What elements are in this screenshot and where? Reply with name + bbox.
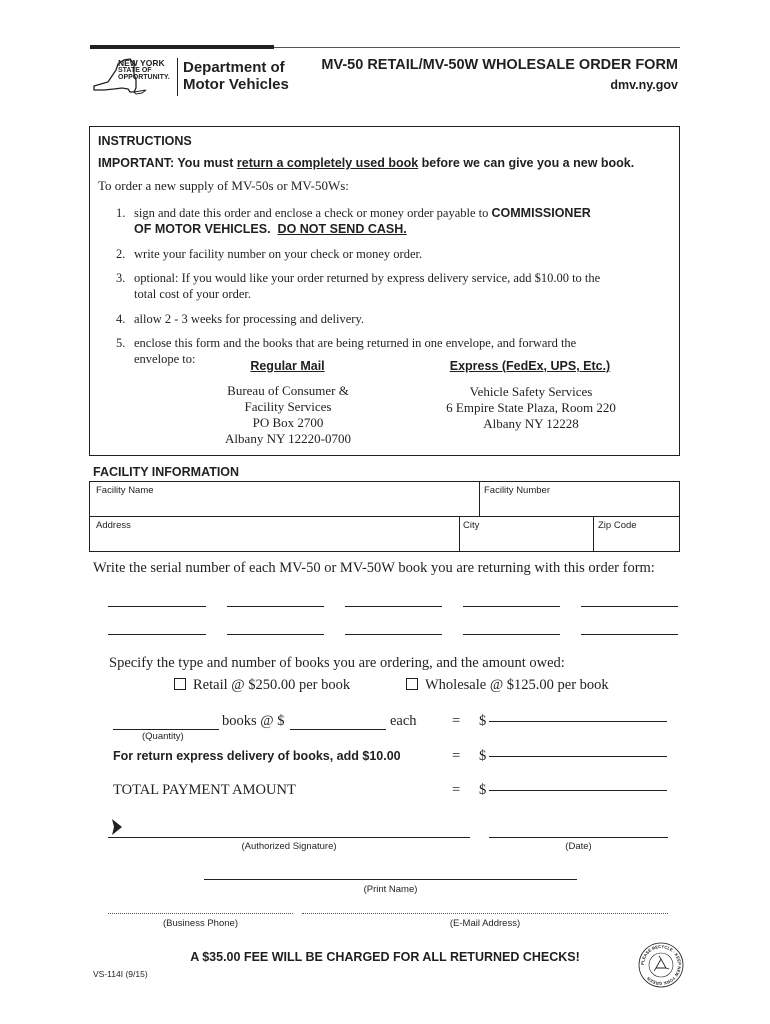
facility-number-field[interactable] (480, 496, 678, 515)
order-specify-text: Specify the type and number of books you are ordering, and the amount owed: (109, 655, 565, 671)
ny-state-wordmark (118, 60, 170, 81)
price-each-field[interactable] (290, 729, 386, 730)
print-name-label: (Print Name) (363, 884, 418, 895)
email-field[interactable] (302, 913, 668, 914)
sign-here-arrow-icon (110, 818, 124, 836)
form-code: VS-114I (9/15) (93, 969, 148, 979)
address-line: Bureau of Consumer & (227, 383, 349, 398)
step-1-bold: COMMISSIONER (491, 206, 591, 220)
quantity-field[interactable] (113, 729, 219, 730)
instructions-intro: To order a new supply of MV-50s or MV-50Ws: (98, 178, 349, 193)
facility-number-label: Facility Number (484, 485, 550, 496)
address-line: 6 Empire State Plaza, Room 220 (446, 400, 616, 415)
business-phone-label: (Business Phone) (163, 918, 238, 929)
facility-info-table (89, 481, 680, 552)
dollar-sign: $ (479, 713, 487, 729)
step-1-text: sign and date this order and enclose a check or money order payable to (134, 206, 492, 220)
serial-number-field[interactable] (345, 606, 442, 607)
dollar-sign: $ (479, 748, 487, 764)
recycle-seal-text: PLEASE RECYCLE · KEEP NEW YORK GREEN (639, 943, 683, 987)
each-text: each (390, 713, 417, 729)
address-line: Albany NY 12220-0700 (225, 431, 351, 446)
step-number: 4. (116, 312, 126, 326)
serial-number-field[interactable] (227, 606, 324, 607)
print-name-field[interactable] (204, 879, 577, 880)
serial-number-field[interactable] (581, 606, 678, 607)
step-5-text: enclose this form and the books that are being returned in one envelope, and forward the (134, 336, 577, 350)
department-name (183, 59, 289, 93)
returned-check-fee-notice: A $35.00 FEE WILL BE CHARGED FOR ALL RETURNED CHECKS! (190, 950, 580, 964)
express-address (420, 384, 642, 432)
date-label: (Date) (565, 841, 592, 852)
date-field[interactable] (489, 837, 668, 838)
state-tagline-2: OPPORTUNITY. (118, 74, 170, 81)
equals-sign: = (452, 713, 461, 729)
step-number: 1. (116, 206, 126, 220)
serial-number-field[interactable] (345, 634, 442, 635)
express-delivery-line: For return express delivery of books, add $10.00 (113, 749, 401, 763)
serial-number-field[interactable] (463, 634, 560, 635)
logo-divider (177, 58, 178, 96)
facility-name-field[interactable] (90, 496, 478, 515)
wholesale-checkbox[interactable] (406, 678, 418, 690)
zip-label: Zip Code (598, 520, 637, 531)
important-notice (98, 156, 634, 170)
serial-number-field[interactable] (108, 634, 206, 635)
total-amount-field[interactable] (489, 790, 667, 791)
header-rule-thick (90, 45, 274, 49)
business-phone-field[interactable] (108, 913, 293, 914)
serial-number-field[interactable] (227, 634, 324, 635)
address-line: Albany NY 12228 (483, 416, 579, 431)
serial-number-field[interactable] (463, 606, 560, 607)
facility-heading: FACILITY INFORMATION (93, 465, 240, 479)
dept-line-2: Motor Vehicles (183, 76, 289, 93)
important-suffix: before we can give you a new book. (418, 156, 635, 170)
dollar-sign: $ (479, 782, 487, 798)
books-at-text: books @ $ (222, 713, 285, 729)
important-prefix: IMPORTANT: You must (98, 156, 237, 170)
address-line: PO Box 2700 (252, 415, 324, 430)
wholesale-label: Wholesale @ $125.00 per book (425, 677, 609, 693)
state-name: NEW YORK (118, 58, 165, 68)
step-2-text: write your facility number on your check or money order. (134, 247, 423, 261)
state-tagline-1: STATE OF (118, 67, 152, 74)
email-label: (E-Mail Address) (449, 918, 521, 929)
step-1-no-cash: DO NOT SEND CASH. (277, 222, 407, 236)
address-line: Facility Services (244, 399, 332, 414)
express-amount-field[interactable] (489, 756, 667, 757)
step-3-text-2: total cost of your order. (134, 287, 251, 301)
row-divider (90, 516, 679, 517)
website-url[interactable]: dmv.ny.gov (610, 78, 678, 92)
serial-number-field[interactable] (581, 634, 678, 635)
authorized-signature-label: (Authorized Signature) (241, 841, 337, 852)
regular-mail-heading: Regular Mail (250, 359, 325, 373)
form-title: MV-50 RETAIL/MV-50W WHOLESALE ORDER FORM (321, 57, 678, 73)
serial-number-field[interactable] (108, 606, 206, 607)
express-heading: Express (FedEx, UPS, Etc.) (449, 359, 611, 373)
address-label: Address (96, 520, 131, 531)
step-4-text: allow 2 - 3 weeks for processing and delivery. (134, 312, 365, 326)
regular-mail-address (188, 383, 388, 447)
books-amount-field[interactable] (489, 721, 667, 722)
header-rule-thin (274, 47, 680, 48)
serial-number-instruction: Write the serial number of each MV-50 or MV-50W book you are returning with this order form: (93, 560, 655, 576)
authorized-signature-field[interactable] (108, 837, 470, 838)
facility-name-label: Facility Name (96, 485, 154, 496)
address-field[interactable] (90, 532, 458, 551)
dept-line-1: Department of (183, 59, 285, 76)
important-underlined: return a completely used book (236, 156, 419, 170)
address-line: Vehicle Safety Services (469, 384, 593, 399)
equals-sign: = (452, 782, 461, 798)
retail-checkbox[interactable] (174, 678, 186, 690)
step-5-text-2: envelope to: (134, 352, 196, 366)
step-number: 2. (116, 247, 126, 261)
step-1-bold-2: OF MOTOR VEHICLES. (134, 222, 271, 236)
step-number: 3. (116, 271, 126, 285)
step-1-line-1 (134, 205, 591, 221)
retail-label: Retail @ $250.00 per book (193, 677, 351, 693)
equals-sign: = (452, 748, 461, 764)
zip-field[interactable] (594, 532, 678, 551)
step-3-text: optional: If you would like your order returned by express delivery service, add $10.00 to the (134, 271, 601, 285)
step-number: 5. (116, 336, 126, 350)
city-label: City (463, 520, 480, 531)
instructions-heading: INSTRUCTIONS (98, 134, 192, 148)
total-payment-label: TOTAL PAYMENT AMOUNT (113, 782, 296, 798)
quantity-label: (Quantity) (142, 731, 184, 742)
step-1-line-2 (134, 221, 407, 237)
city-field[interactable] (460, 532, 592, 551)
recycle-seal-icon (636, 940, 686, 990)
